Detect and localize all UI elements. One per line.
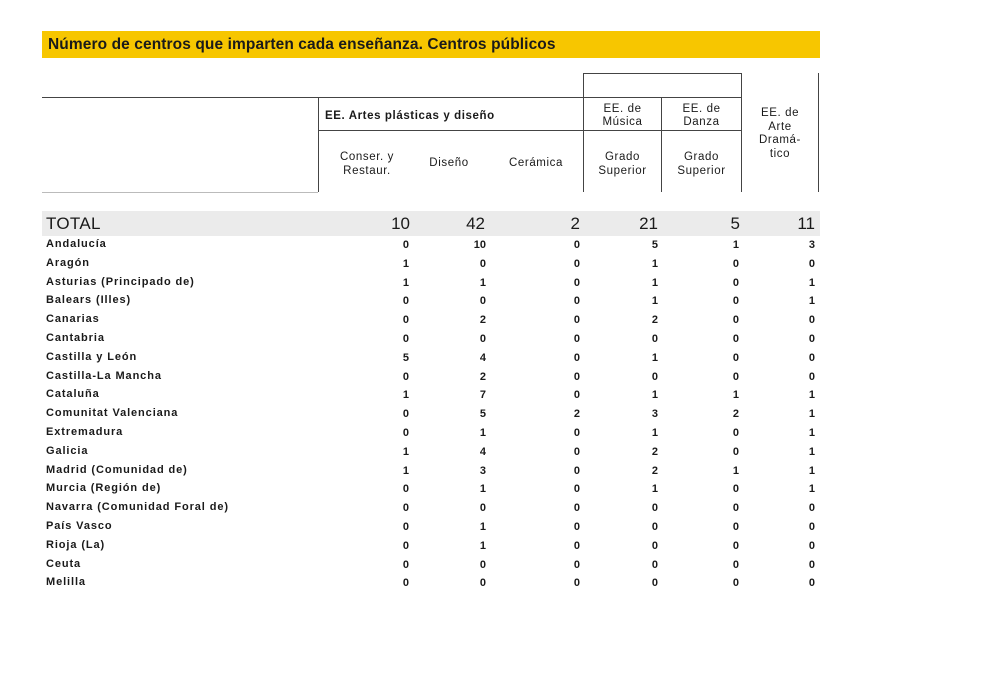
header-col-conser-text: Conser. y Restaur. — [340, 151, 394, 177]
row-value: 2 — [573, 408, 580, 421]
header-group-danza — [662, 103, 741, 129]
row-value: 0 — [651, 577, 658, 590]
row-region-name: Cataluña — [46, 388, 100, 401]
table-row — [0, 520, 990, 539]
row-value: 0 — [573, 351, 580, 364]
row-value: 0 — [732, 370, 739, 383]
row-region-name: Madrid (Comunidad de) — [46, 463, 188, 476]
row-value: 0 — [808, 558, 815, 571]
row-region-name: Melilla — [46, 576, 86, 589]
row-value: 1 — [732, 464, 739, 477]
row-value: 0 — [479, 577, 486, 590]
row-value: 1 — [402, 389, 409, 402]
row-value: 1 — [808, 408, 815, 421]
row-value: 5 — [479, 408, 486, 421]
header-group-dramatico — [742, 107, 818, 161]
row-region-name: Castilla y León — [46, 350, 138, 363]
row-value: 4 — [479, 351, 486, 364]
row-value: 0 — [732, 333, 739, 345]
row-value: 0 — [479, 257, 486, 270]
header-col-musica — [584, 150, 661, 178]
table-row — [0, 313, 990, 332]
row-value: 1 — [402, 276, 409, 289]
row-region-name: Comunitat Valenciana — [46, 407, 179, 420]
total-value: 5 — [730, 214, 740, 233]
header-sub-rule — [318, 130, 742, 131]
header-col-danza — [662, 150, 741, 178]
row-value: 0 — [479, 295, 486, 308]
row-value: 0 — [808, 314, 815, 327]
total-value: 42 — [466, 214, 485, 233]
row-value: 1 — [808, 445, 815, 458]
row-value: 1 — [479, 483, 486, 496]
row-region-name: Rioja (La) — [46, 538, 106, 551]
table-row — [0, 332, 990, 351]
header-group-artes: EE. Artes plásticas y diseño — [325, 110, 495, 122]
row-value: 1 — [651, 351, 658, 364]
row-value: 0 — [573, 427, 580, 439]
table-row — [0, 501, 990, 520]
row-value: 0 — [732, 577, 739, 590]
row-value: 0 — [732, 483, 739, 496]
row-region-name: País Vasco — [46, 520, 113, 532]
row-value: 0 — [732, 314, 739, 327]
row-value: 0 — [651, 539, 658, 552]
row-value: 0 — [732, 257, 739, 270]
header-col-diseno: Diseño — [429, 157, 469, 169]
row-value: 0 — [402, 370, 409, 383]
total-value: 21 — [639, 214, 658, 233]
table-row — [0, 388, 990, 407]
row-region-name: Canarias — [46, 313, 100, 326]
header-col-danza-text: Grado Superior — [677, 151, 726, 177]
table-row — [0, 351, 990, 370]
row-value: 1 — [651, 427, 658, 439]
row-value: 0 — [651, 558, 658, 571]
row-value: 0 — [651, 502, 658, 515]
table-row — [0, 576, 990, 595]
table-row — [0, 294, 990, 313]
row-value: 0 — [732, 521, 739, 533]
row-value: 0 — [808, 333, 815, 345]
row-value: 1 — [808, 295, 815, 308]
row-region-name: Aragón — [46, 256, 90, 269]
table-row — [0, 445, 990, 464]
header-bottom-rule — [42, 192, 318, 193]
row-value: 1 — [651, 389, 658, 402]
row-value: 0 — [732, 276, 739, 289]
row-value: 0 — [479, 502, 486, 515]
row-value: 0 — [573, 239, 580, 251]
row-value: 5 — [651, 239, 658, 251]
row-value: 0 — [402, 521, 409, 533]
row-region-name: Asturias (Principado de) — [46, 275, 195, 288]
row-value: 2 — [651, 445, 658, 458]
table-row — [0, 482, 990, 501]
row-value: 0 — [402, 483, 409, 496]
row-value: 0 — [479, 558, 486, 571]
row-value: 0 — [732, 502, 739, 515]
row-value: 0 — [651, 370, 658, 383]
row-value: 0 — [402, 314, 409, 327]
row-value: 0 — [573, 295, 580, 308]
page-title: Número de centros que imparten cada enseñanza. Centros públicos — [48, 36, 556, 53]
row-value: 0 — [651, 333, 658, 345]
row-value: 0 — [402, 295, 409, 308]
table-row — [0, 370, 990, 389]
row-value: 0 — [651, 521, 658, 533]
header-mid-rule — [42, 97, 742, 98]
row-value: 0 — [402, 239, 409, 251]
row-region-name: Balears (Illes) — [46, 294, 132, 307]
total-value: 2 — [570, 214, 580, 233]
row-value: 1 — [808, 276, 815, 289]
row-value: 0 — [573, 539, 580, 552]
header-group-dramatico-text: EE. de Arte Dramá- tico — [759, 107, 801, 160]
row-value: 0 — [808, 539, 815, 552]
row-value: 0 — [573, 314, 580, 327]
row-value: 1 — [651, 483, 658, 496]
row-value: 0 — [402, 502, 409, 515]
row-value: 0 — [573, 370, 580, 383]
header-col-conser — [322, 150, 412, 178]
row-value: 0 — [402, 539, 409, 552]
header-col-musica-text: Grado Superior — [598, 151, 647, 177]
row-value: 2 — [479, 314, 486, 327]
row-value: 0 — [732, 558, 739, 571]
table-row — [0, 464, 990, 483]
row-value: 5 — [402, 351, 409, 364]
header-col-ceramica: Cerámica — [508, 157, 563, 169]
header-top-rule — [584, 73, 742, 74]
row-region-name: Extremadura — [46, 426, 124, 438]
row-value: 0 — [573, 521, 580, 533]
row-value: 2 — [479, 370, 486, 383]
row-value: 0 — [732, 295, 739, 308]
title-bar — [42, 31, 820, 58]
row-value: 0 — [808, 370, 815, 383]
row-value: 3 — [479, 464, 486, 477]
row-value: 10 — [473, 239, 486, 251]
row-region-name: Navarra (Comunidad Foral de) — [46, 501, 229, 514]
row-value: 1 — [479, 427, 486, 439]
row-value: 0 — [573, 445, 580, 458]
row-value: 0 — [732, 427, 739, 439]
row-value: 1 — [479, 521, 486, 533]
row-region-name: Castilla-La Mancha — [46, 369, 162, 382]
total-value: 11 — [797, 214, 815, 233]
row-value: 1 — [651, 257, 658, 270]
header-group-danza-text: EE. de Danza — [682, 103, 721, 128]
row-value: 0 — [808, 521, 815, 533]
row-value: 0 — [808, 577, 815, 590]
row-value: 7 — [479, 389, 486, 402]
row-value: 0 — [573, 558, 580, 571]
row-value: 0 — [732, 539, 739, 552]
total-label: TOTAL — [46, 214, 101, 233]
row-value: 1 — [808, 427, 815, 439]
row-value: 1 — [732, 239, 739, 251]
row-value: 2 — [651, 464, 658, 477]
row-value: 0 — [573, 389, 580, 402]
table-row — [0, 276, 990, 295]
row-value: 0 — [808, 502, 815, 515]
row-value: 0 — [573, 276, 580, 289]
row-region-name: Cantabria — [46, 332, 105, 344]
row-value: 0 — [808, 257, 815, 270]
table-row — [0, 238, 990, 257]
row-value: 0 — [402, 577, 409, 590]
row-value: 1 — [402, 257, 409, 270]
row-value: 0 — [402, 427, 409, 439]
table-row — [0, 407, 990, 426]
header-divider-1 — [318, 97, 319, 192]
row-region-name: Galicia — [46, 444, 89, 457]
row-value: 0 — [479, 333, 486, 345]
row-value: 0 — [402, 408, 409, 421]
table-row — [0, 426, 990, 445]
table-row — [0, 558, 990, 577]
row-region-name: Murcia (Región de) — [46, 482, 162, 495]
row-value: 0 — [402, 333, 409, 345]
row-value: 1 — [402, 464, 409, 477]
row-value: 0 — [732, 351, 739, 364]
row-value: 1 — [808, 389, 815, 402]
row-value: 2 — [732, 408, 739, 421]
table-row — [0, 539, 990, 558]
header-group-musica-text: EE. de Música — [602, 103, 643, 128]
header-divider-5 — [818, 73, 819, 192]
row-region-name: Andalucía — [46, 238, 107, 250]
row-value: 4 — [479, 445, 486, 458]
header-group-musica — [584, 103, 661, 129]
row-value: 1 — [479, 539, 486, 552]
row-region-name: Ceuta — [46, 557, 82, 570]
row-value: 3 — [808, 239, 815, 251]
row-value: 0 — [573, 464, 580, 477]
row-value: 1 — [808, 464, 815, 477]
row-value: 1 — [651, 276, 658, 289]
row-value: 1 — [651, 295, 658, 308]
total-value: 10 — [391, 214, 410, 233]
row-value: 1 — [732, 389, 739, 402]
row-value: 0 — [808, 351, 815, 364]
row-value: 0 — [573, 333, 580, 345]
row-value: 0 — [732, 445, 739, 458]
row-value: 0 — [573, 502, 580, 515]
row-value: 1 — [402, 445, 409, 458]
row-value: 2 — [651, 314, 658, 327]
row-value: 1 — [808, 483, 815, 496]
row-value: 3 — [651, 408, 658, 421]
row-value: 1 — [479, 276, 486, 289]
table-row — [0, 257, 990, 276]
row-value: 0 — [402, 558, 409, 571]
row-value: 0 — [573, 257, 580, 270]
row-value: 0 — [573, 577, 580, 590]
row-value: 0 — [573, 483, 580, 496]
